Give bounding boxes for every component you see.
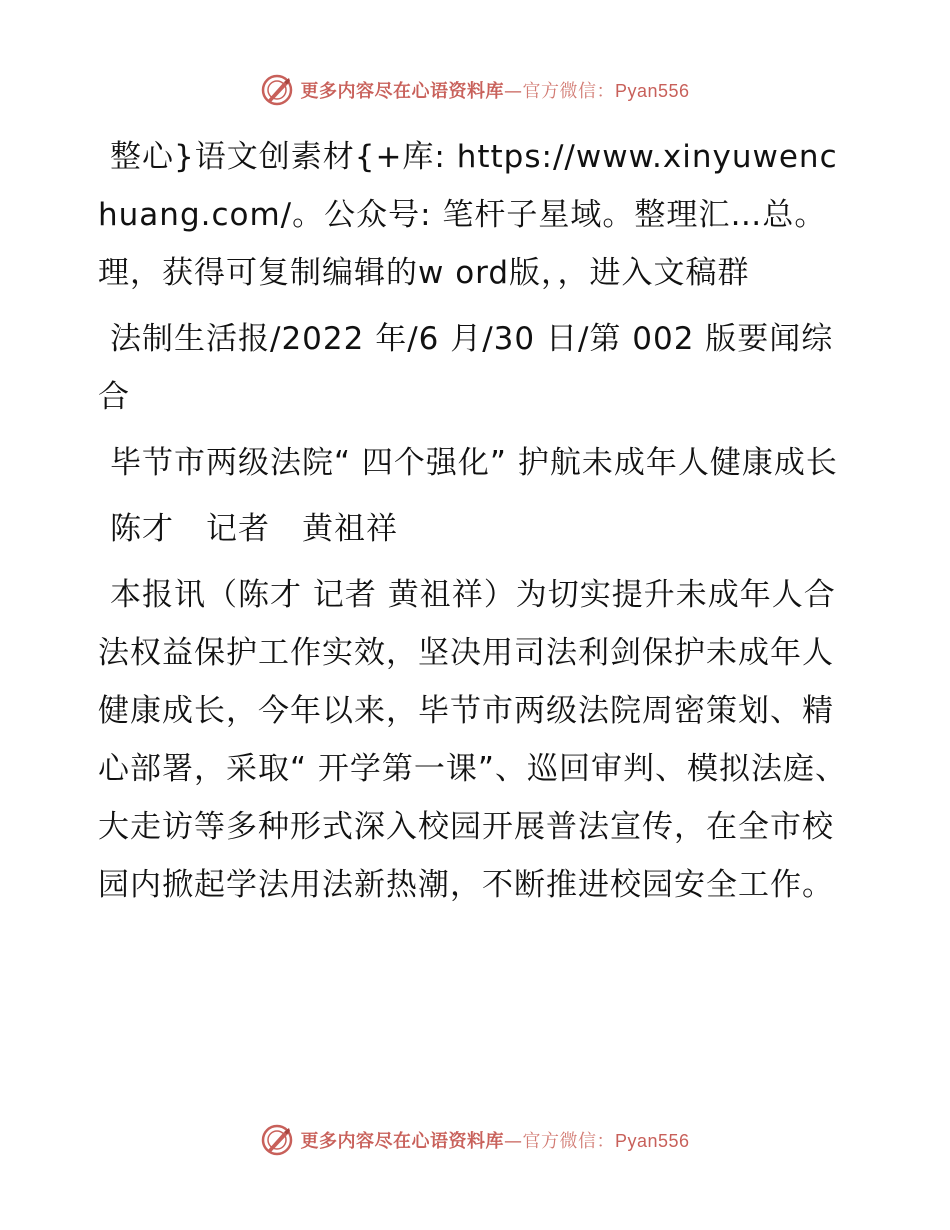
byline: 陈才 记者 黄祖祥 xyxy=(110,511,398,547)
article-headline: 毕节市两级法院“ 四个强化” 护航未成年人健康成长 xyxy=(110,445,838,481)
watermark-wechat-label: 官方微信： xyxy=(522,81,615,102)
watermark-site-text: 更多内容尽在心语资料库 xyxy=(300,1131,504,1152)
watermark-dash: — xyxy=(503,1131,523,1152)
watermark-wechat-id: Pyan556 xyxy=(614,1131,690,1151)
document-body xyxy=(98,128,858,914)
watermark-text xyxy=(300,1127,689,1153)
watermark-dash: — xyxy=(503,81,523,102)
header-watermark xyxy=(0,70,950,110)
article-body: 本报讯（陈才 记者 黄祖祥）为切实提升未成年人合法权益保护工作实效，坚决用司法利剑保护未成年人健康成长，今年以来，毕节市两级法院周密策划、精心部署，采取“ 开学第一课”、巡回审判、模拟法庭、大走访等多种形式深入校园开展普法宣传，在全市校园内掀起学法用法新热潮，不断推进校园安全工作。 xyxy=(98,577,847,903)
watermark-wechat-id: Pyan556 xyxy=(614,81,690,101)
watermark-site-text: 更多内容尽在心语资料库 xyxy=(300,81,504,102)
watermark-wechat-label: 官方微信： xyxy=(522,1131,615,1152)
footer-watermark xyxy=(0,1120,950,1160)
quill-pen-seal-icon xyxy=(260,73,294,107)
source-line: 法制生活报/2022 年/6 月/30 日/第 002 版要闻综合 xyxy=(98,321,834,415)
intro-paragraph: 整心}语文创素材{+库: https://www.xinyuwenchuang.com/。公众号: 笔杆子星域。整理汇…总。理，获得可复制编辑的w ord版，，进入文稿群 xyxy=(98,139,838,291)
quill-pen-seal-icon xyxy=(260,1123,294,1157)
watermark-text xyxy=(300,77,689,103)
